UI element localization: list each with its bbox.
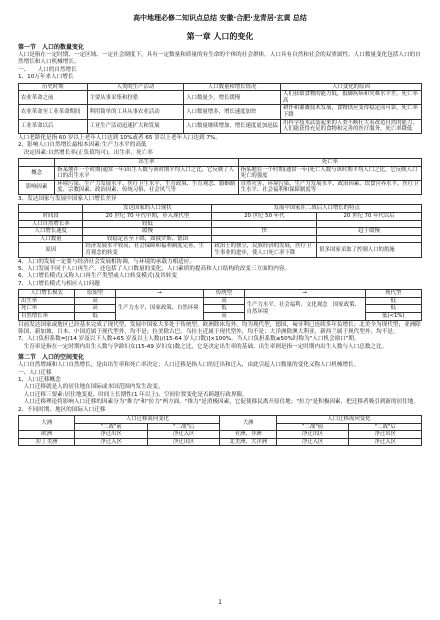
table-row <box>19 243 422 257</box>
growth-model-table <box>18 289 422 320</box>
table-cell: 利用简单的工具从事农业活动 <box>87 105 184 119</box>
factor-heading: 2、影响人口自然增长最根本因素:生产力水平的高低 <box>18 142 147 149</box>
table-cell: 工业生产活动迅速扩大和发展 <box>87 119 184 133</box>
table-cell: 用科学技术武装起来的人类不断壮大着改造自然的能力，人们能获得充足的食物和完善的医疗服务，死亡率降低 <box>280 119 421 133</box>
table-cell: 人口数量少，增长缓慢 <box>184 91 281 105</box>
migration-heading: 一、人口迁移 <box>18 369 52 376</box>
table-cell: 人口数量 <box>19 235 83 243</box>
table-header-cell: 人类的生产活动 <box>87 83 184 91</box>
table-cell: 净迁入区 <box>75 438 148 446</box>
international-migration-heading: 2、不同时期、地区的国际人口迁移 <box>18 406 106 413</box>
table-cell: 净迁入区 <box>147 431 220 439</box>
table-header-cell: 出生率 <box>55 159 238 167</box>
table-cell: 自然增长率 <box>19 312 75 320</box>
table-row <box>19 235 422 243</box>
model-status-paragraph: 目前发达国家或地区已经基本完成了现代型，发展中国家大多处于传统型。欧洲除冰岛外，均为现代型，德国，匈牙利已连续多年负增长；北美全为现代型；亚洲除韩国、新加坡、日本、中国近属于现代型外，均不是；拉美除古巴、乌拉圭近属于现代型外，均不是；大洋洲除澳大利亚、新西兰属于现代型外，均不是。 <box>18 321 421 335</box>
table-cell: 高 <box>75 305 115 313</box>
table-cell: 人们获取食物的能力低，抵御疾病和灾难水平差，死亡率高 <box>280 91 421 105</box>
aging-paragraph: 人口老龄化是指 60 岁以上老年人口达到 10%或者 65 岁以上老年人口达到 7%。 <box>18 134 221 141</box>
table-cell: 低 <box>204 305 244 313</box>
burden-paragraph: 7、人口负担系数=[(14 岁及以下人数+65 岁及以上人数)/(15-64 岁人口数)]×100%。当人口负担系数≤50%时称为"人口机会窗口"期。 <box>18 336 360 343</box>
table-cell: 快 <box>212 228 317 236</box>
table-header-row <box>19 205 422 213</box>
table-cell: 较稳定甚至下降，如俄罗斯、德国 <box>83 235 212 243</box>
table-header-cell: 现代型 <box>365 290 421 298</box>
table-cell: 主要从事采集和狩猎 <box>87 91 184 105</box>
table-cell: 指某地在一个时期(通常一年)死亡人数与该时期平均人口之比，它反映人口死亡的强度 <box>238 166 421 180</box>
coordination-paragraph: 4、人口的发展一定要与经济社会发展相协调，与环境的承载力相适应。 <box>18 258 195 265</box>
compare-heading: 3、发达国家与发展中国家人口增长差异 <box>18 195 117 202</box>
table-cell: 自然灾害、环境污染、生产力发展水平、政治因素、饮食营养水平、医疗卫生水平、社会福利和保障制度等 <box>238 180 421 194</box>
table-cell: 低 <box>75 312 115 320</box>
table-row <box>19 105 422 119</box>
migration-elements: 人口迁移三要素:居住地变更、时间上长期性(1 年以上)、空间位置变化是否跨越行政界限。 <box>18 391 248 398</box>
migration-definition: 人口迁移就是人的居住地在国际或本国范围内发生改变。 <box>18 384 164 391</box>
table-row <box>19 212 422 220</box>
model-heading: 6、人口增长模式(又称人口再生产类型或人口转变模式)及其转变 <box>18 273 177 280</box>
table-header-cell: "二战"前 <box>75 423 148 431</box>
table-cell: 很多国家采取了控制人口的措施 <box>317 243 422 257</box>
table-cell: 概念 <box>19 166 55 180</box>
arrow-cell: → <box>244 290 365 298</box>
table-header-row <box>19 416 422 424</box>
table-cell: 净迁出区 <box>75 431 148 439</box>
table-cell: 人口自然增长率 <box>19 220 83 228</box>
table-cell: 指某地在一个时期(通常一年)出生人数与该时期平均人口之比，它反映了人口的出生水平 <box>55 166 238 180</box>
table-header-cell: 人口增长模式 <box>19 290 75 298</box>
table-cell: 人口数量增多，增长速度加快 <box>184 105 281 119</box>
migration-table <box>18 415 422 446</box>
table-header-cell: 发展中国家在二战后人口增长的特点 <box>212 205 422 213</box>
table-row <box>19 438 422 446</box>
table-cell: 净迁出区 <box>349 431 422 439</box>
table-header-row <box>19 83 422 91</box>
table-header-cell: 死亡率 <box>238 159 421 167</box>
table-cell: 低 <box>365 297 421 305</box>
fertility-paragraph: 生育率是指在一定时期内出生人数与孕龄妇女(15-49 岁妇女)数之比，它是决定出生率的基础。出生率则是指一定时期内出生人数与人口总数之比。 <box>18 343 388 350</box>
table-cell: 净迁出区 <box>276 431 349 439</box>
table-header-cell: 人口迁移流向变化 <box>276 416 421 424</box>
table-cell: 时间段 <box>19 212 83 220</box>
table-cell: 经济发展水平较高，社会保障和福利制度完善，生育观念的转变 <box>83 243 212 257</box>
table-row <box>19 297 422 305</box>
table-header-cell: "二战"后 <box>147 423 220 431</box>
table-header-cell: 人口数量和增长情况 <box>184 83 281 91</box>
table-cell: 影响因素 <box>19 180 55 194</box>
table-cell: 生产力水平、社会福利、文化观念 国家政策、自然环境 <box>244 297 365 320</box>
table-header-cell: 大洲 <box>19 416 75 431</box>
table-header-row <box>19 159 422 167</box>
table-row <box>19 166 422 180</box>
table-row <box>19 180 422 194</box>
intro-heading: 一、 人口的自然增长 <box>18 66 77 73</box>
table-row <box>19 91 422 105</box>
table-cell: 出生率 <box>19 297 75 305</box>
table-cell: 工业革命以后 <box>19 119 88 133</box>
table-cell: 生产力水平、国家政策、自然环境 <box>115 297 204 320</box>
countries-table <box>18 204 422 257</box>
table-cell: 人口数量继续增加，增长速度更加迅猛 <box>184 119 281 133</box>
table-cell: 原因 <box>19 243 83 257</box>
table-header-cell <box>19 205 83 213</box>
arrow-cell: → <box>115 290 204 298</box>
history-table <box>18 83 422 134</box>
table-cell: 农业革命至工业革命期间 <box>19 105 88 119</box>
development-paragraph: 5、人口发展不同于人口再生产，还包括了人口数量的变化，人口素质的提高和人口结构的改变三方面的内容。 <box>18 265 291 272</box>
table-cell: 政治上的独立，民族经济的发展，医疗卫生事业的进步，使人口死亡率下降 <box>212 243 317 257</box>
table-row <box>19 228 422 236</box>
table-header-cell: 人口迁移流向变化 <box>75 416 220 424</box>
table-cell: 20 世纪 50 年代 <box>212 212 317 220</box>
page-number: 1 <box>218 599 222 606</box>
table-cell: 死亡率 <box>19 305 75 313</box>
table-header-cell: 传统型 <box>204 290 244 298</box>
migration-concept-heading: 1、人口迁移概念 <box>18 376 61 383</box>
table-cell: 低(<1%) <box>365 312 421 320</box>
intro-paragraph: 人口是指在一定时期、一定区域、一定社会制度下，具有一定数量和质量的有生命的个体的社会群体。人口具有自然和社会的双重属性。人口数量变化包括人口的自然增长和人口机械增长。 <box>18 52 421 66</box>
model-problem-heading: 7、人口增长模式与相应人口问题 <box>18 280 100 287</box>
table-header-cell: "二战"前 <box>276 423 349 431</box>
table-cell: 净迁入区 <box>349 438 422 446</box>
section-title-1: 第一节 人口的数量变化 <box>18 44 85 51</box>
chapter-title: 第一章 人口的变化 <box>186 32 254 41</box>
table-header-cell: 大洲 <box>220 416 276 431</box>
table-header-row <box>19 290 422 298</box>
table-cell <box>212 220 317 228</box>
table-cell: 净迁出区 <box>147 438 220 446</box>
table-cell <box>317 220 422 228</box>
table-cell: 缓慢 <box>83 228 212 236</box>
table-cell: 耕作和灌溉技术发展，食物供应变得稳定而可靠，死亡率下降 <box>280 105 421 119</box>
table-cell: 拉丁美洲 <box>19 438 75 446</box>
table-cell <box>317 235 422 243</box>
table-cell: 较低 <box>83 220 212 228</box>
table-cell: 20 世纪 70 年代中期，步入现代型 <box>83 212 212 220</box>
table-row <box>19 431 422 439</box>
table-cell: 趋于缓慢 <box>317 228 422 236</box>
intro-subheading: 1、10万年来人口增长 <box>18 74 74 81</box>
table-header-cell: 发达国家的人口现状 <box>83 205 212 213</box>
table-header-cell <box>19 159 55 167</box>
table-cell: 高 <box>204 312 244 320</box>
birth-death-table <box>18 158 422 195</box>
table-cell: 亚洲、非洲 <box>220 431 276 439</box>
factor-paragraph: 决定因素:自然增长率(正负值均可)、出生率、死亡率 <box>18 149 153 156</box>
section-title-2: 第二节 人口的空间变化 <box>18 354 85 362</box>
table-row <box>19 119 422 133</box>
table-header-cell: 原始型 <box>75 290 115 298</box>
table-cell: 20 世纪 70 年代以后 <box>317 212 422 220</box>
table-header-cell: "二战"后 <box>349 423 422 431</box>
push-pull-paragraph: 人口迁移理论将影响人口迁移的因素分为"推力"和"拉力"两方面。"推力"是消极因素，它促使移民离开原住地；"拉力"是积极因素，把迁移者吸引到新的居住地。 <box>18 399 419 406</box>
table-header-cell: 人口变化的原因 <box>280 83 421 91</box>
table-cell: 净迁入区 <box>276 438 349 446</box>
table-cell: 农业革命之前 <box>19 91 88 105</box>
table-header-cell: 历史时期 <box>19 83 88 91</box>
page-header: 高中地理必修二知识点总结 安徽·合肥·龙青居·玄黄 总结 <box>133 14 307 22</box>
table-cell: 低 <box>365 305 421 313</box>
table-cell: 环境污染、生产力发展水平、医疗卫生水平、生育政策、生育观念、婚姻制度、宗教因素、政治因素、传统习俗、社会风气等 <box>55 180 238 194</box>
table-cell: 高 <box>204 297 244 305</box>
table-cell: 人口增长速度 <box>19 228 83 236</box>
table-row <box>19 220 422 228</box>
table-cell <box>212 235 317 243</box>
table-cell: 欧洲 <box>19 431 75 439</box>
table-cell: 高 <box>75 297 115 305</box>
migration-intro: 人口自然增减和人口自然增长，是由出生率和死亡率决定；人口迁移是指人口的迁出和迁入，由此引起人口数量的变化又称人口机械增长。 <box>18 362 360 369</box>
table-cell: 北美洲、大洋洲 <box>220 438 276 446</box>
